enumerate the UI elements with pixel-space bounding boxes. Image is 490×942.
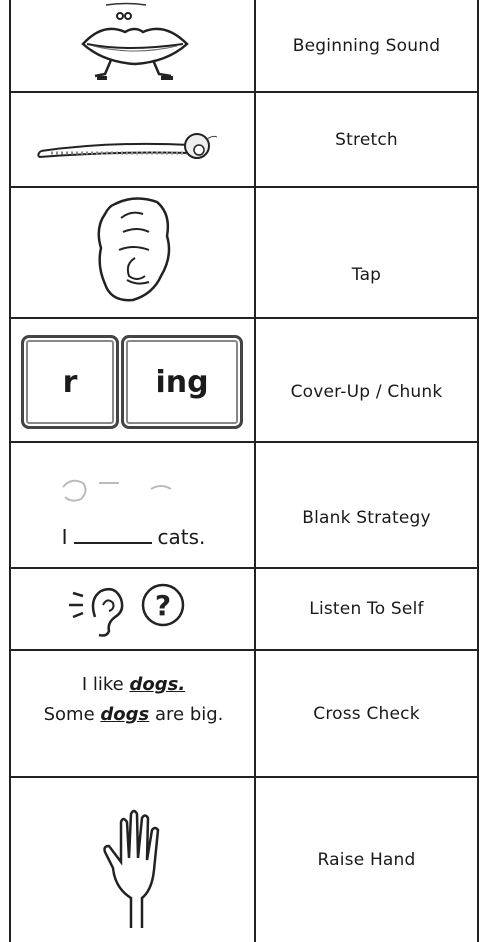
row-cover-up-chunk <box>11 319 477 443</box>
raised-hand-icon <box>11 778 256 942</box>
cross-check-picture <box>11 651 256 776</box>
blank-strategy-label: Blank Strategy <box>302 508 431 528</box>
listen-to-self-picture <box>11 569 256 649</box>
row-beginning-sound <box>11 0 477 93</box>
row-listen-to-self <box>11 569 477 651</box>
raise-hand-cell <box>256 778 477 942</box>
tap-cell <box>256 188 477 317</box>
cross-check-line-2-word: dogs <box>100 704 150 725</box>
chunk-tile-onset: r <box>21 335 119 429</box>
chunk-tile-rime: ing <box>121 335 243 429</box>
blank-sentence-start: I <box>61 525 68 549</box>
cross-check-line-2-end: are big. <box>154 704 224 725</box>
beginning-sound-picture <box>11 0 256 91</box>
stretch-picture <box>11 93 256 186</box>
blank-strategy-cell <box>256 443 477 567</box>
cross-check-line-2 <box>11 701 256 729</box>
cross-check-line-2-start: Some <box>43 704 95 725</box>
tap-label: Tap <box>351 264 382 285</box>
svg-text:?: ? <box>154 589 172 622</box>
blank-sentence <box>11 525 256 549</box>
tap-picture <box>11 188 256 317</box>
ear-question-icon <box>11 569 256 651</box>
faded-animal-sketch-icon <box>11 443 256 569</box>
talking-lips-icon <box>11 0 256 93</box>
tapping-hand-icon <box>11 188 256 319</box>
beginning-sound-label: Beginning Sound <box>292 35 441 56</box>
beginning-sound-cell <box>256 0 477 91</box>
cross-check-cell <box>256 651 477 776</box>
stretching-caterpillar-icon <box>11 93 256 188</box>
blank-line <box>74 542 152 544</box>
listen-to-self-cell <box>256 569 477 649</box>
chunk-picture <box>11 319 256 441</box>
cover-up-chunk-label: Cover-Up / Chunk <box>290 382 443 402</box>
blank-strategy-picture <box>11 443 256 567</box>
listen-to-self-label: Listen To Self <box>309 599 424 619</box>
row-blank-strategy <box>11 443 477 569</box>
row-tap <box>11 188 477 319</box>
raise-hand-label: Raise Hand <box>317 850 416 870</box>
cross-check-line-1-start: I like <box>81 674 124 695</box>
stretch-label: Stretch <box>335 129 398 150</box>
raise-hand-picture <box>11 778 256 942</box>
row-stretch <box>11 93 477 188</box>
cross-check-line-1 <box>11 671 256 699</box>
cross-check-label: Cross Check <box>313 703 420 724</box>
row-raise-hand <box>11 778 477 942</box>
blank-sentence-end: cats. <box>157 525 206 549</box>
cover-up-chunk-cell <box>256 319 477 441</box>
row-cross-check <box>11 651 477 778</box>
stretch-cell <box>256 93 477 186</box>
strategy-table <box>9 0 479 942</box>
cross-check-line-1-word: dogs. <box>129 674 186 695</box>
